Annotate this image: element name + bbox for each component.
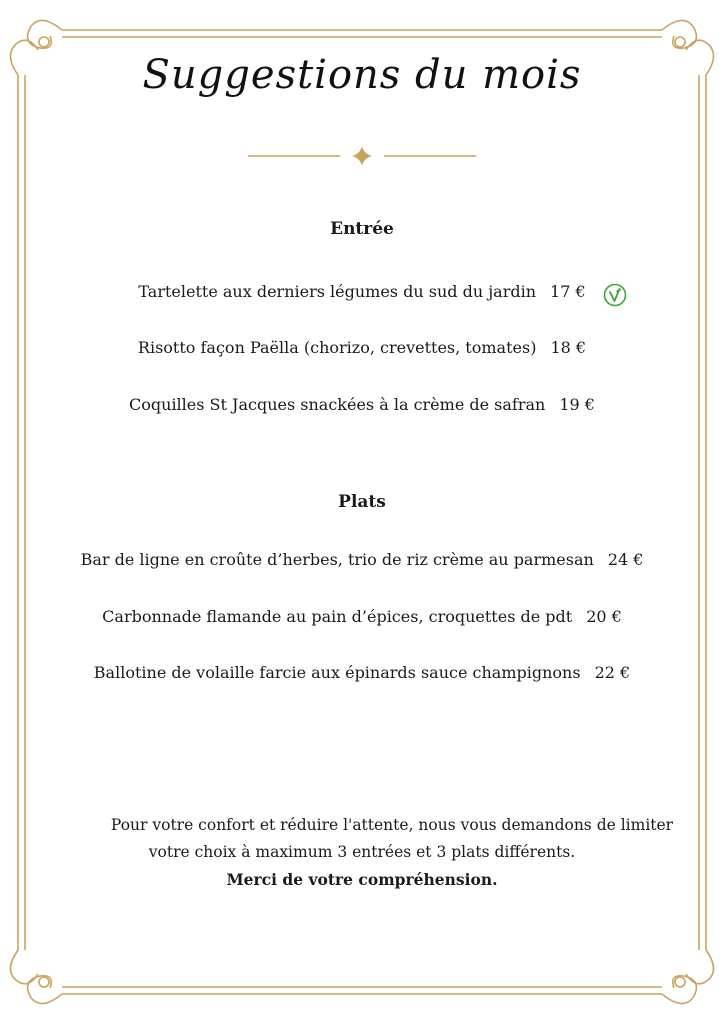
item-price: 19 € [559,395,595,414]
menu-item [0,607,724,626]
section-heading-entree: Entrée [330,219,394,239]
sparkle-divider-icon [240,145,484,167]
menu-item [0,395,724,414]
item-name: Coquilles St Jacques snackées à la crème de safran [129,395,546,414]
menu-item [0,550,724,569]
item-name: Bar de ligne en croûte d’herbes, trio de riz crème au parmesan [80,550,594,569]
corner-ornament-bl [10,950,62,1004]
menu-item [0,663,724,682]
corner-ornament-br [662,950,714,1004]
item-name: Ballotine de volaille farcie aux épinards sauce champignons [93,663,581,682]
footer-note [0,812,724,893]
section-heading-plats: Plats [338,492,386,512]
item-name: Tartelette aux derniers légumes du sud du jardin [138,282,537,301]
page-title: Suggestions du mois [142,52,582,98]
note-line-1: Pour votre confort et réduire l'attente, nous vous demandons de limiter [110,816,674,834]
item-price: 24 € [607,550,644,569]
item-price: 22 € [594,663,631,682]
menu-item [0,338,724,357]
note-line-2: votre choix à maximum 3 entrées et 3 plats différents. [148,843,576,861]
item-price: 17 € [550,282,586,301]
note-thanks: Merci de votre compréhension. [226,870,498,889]
item-price: 20 € [586,607,622,626]
item-price: 18 € [550,338,587,357]
item-name: Risotto façon Paëlla (chorizo, crevettes, tomates) [137,338,537,357]
vegan-leaf-icon [603,283,627,307]
item-name: Carbonnade flamande au pain d’épices, croquettes de pdt [102,607,573,626]
